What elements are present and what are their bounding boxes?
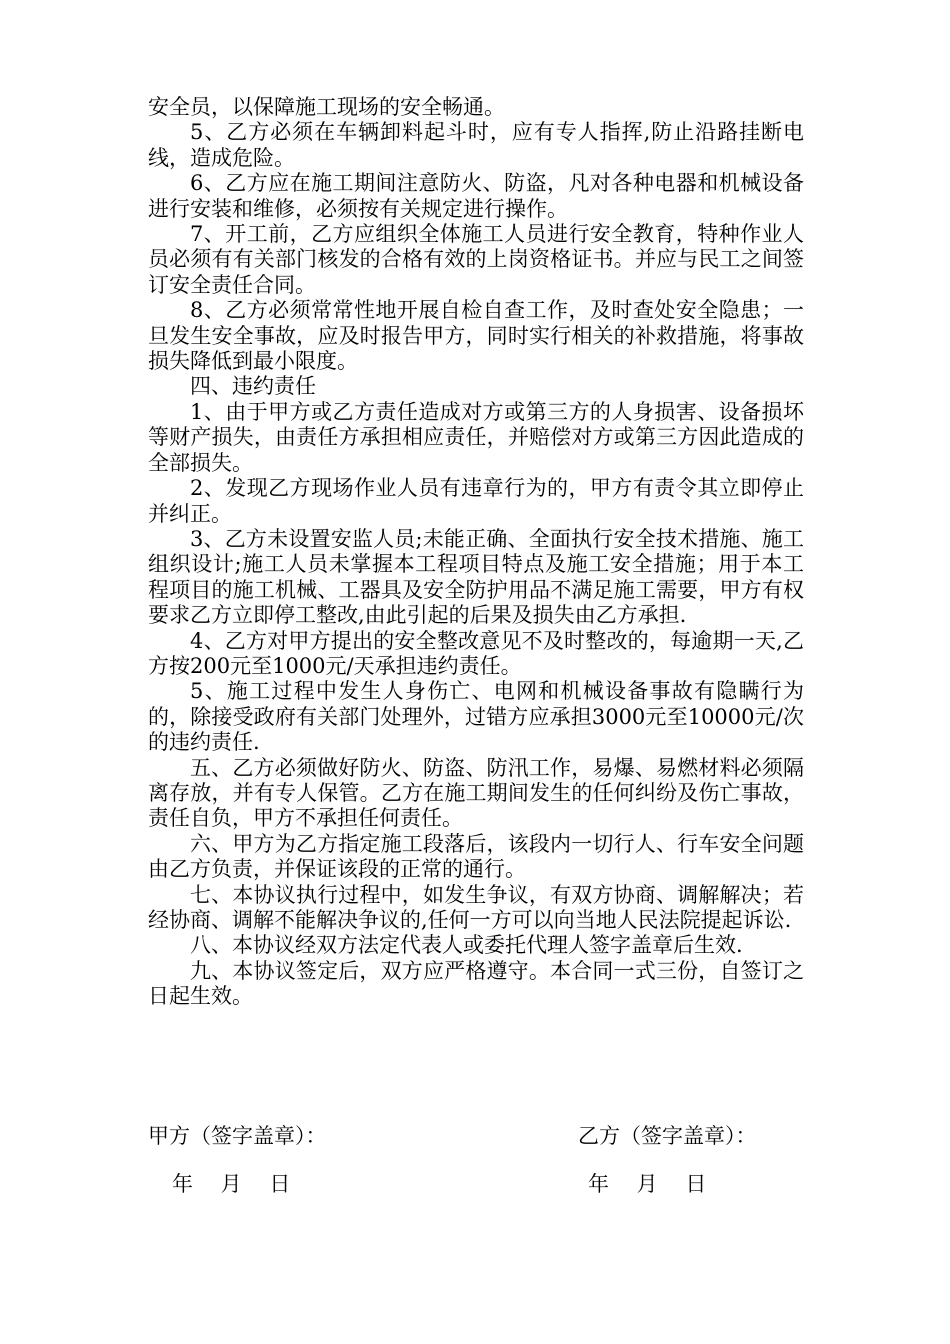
- paragraph-0: 安全员，以保障施工现场的安全畅通。: [148, 95, 505, 119]
- section-heading-breach: 四、违约责任: [190, 374, 316, 399]
- party-b-signature-label: 乙方（签字盖章）：: [578, 1124, 757, 1148]
- paragraph-1: 5、乙方必须在车辆卸料起斗时，应有专人指挥,防止沿路挂断电线，造成危险。: [148, 120, 804, 170]
- paragraph-13: 七、本协议执行过程中，如发生争议，有双方协商、调解解决；若经协商、调解不能解决争议的,任何一方可以向当地人民法院提起诉讼.: [148, 882, 804, 932]
- paragraph-12: 六、甲方为乙方指定施工段落后，该段内一切行人、行车安全问题由乙方负责，并保证该段的正常的通行。: [148, 831, 804, 882]
- paragraph-11: 五、乙方必须做好防火、防盗、防汛工作，易爆、易燃材料必须隔离存放，并有专人保管。乙方在施工期间发生的任何纠纷及伤亡事故，责任自负，甲方不承担任何责任。: [148, 755, 804, 831]
- paragraph-9: 4、乙方对甲方提出的安全整改意见不及时整改的，每逾期一天,乙方按200元至1000元/天承担违约责任。: [148, 628, 804, 678]
- paragraph-7: 2、发现乙方现场作业人员有违章行为的，甲方有责令其立即停止并纠正。: [148, 476, 804, 526]
- paragraph-2: 6、乙方应在施工期间注意防火、防盗，凡对各种电器和机械设备进行安装和维修，必须按有关规定进行操作。: [148, 171, 804, 221]
- paragraph-14: 八、本协议经双方法定代表人或委托代理人签字盖章后生效.: [190, 933, 743, 958]
- paragraph-3: 7、开工前，乙方应组织全体施工人员进行安全教育，特种作业人员必须有有关部门核发的合格有效的上岗资格证书。并应与民工之间签订安全责任合同。: [148, 222, 804, 297]
- party-b-date-label: 年 月 日: [588, 1172, 707, 1196]
- paragraph-15: 九、本协议签定后，双方应严格遵守。本合同一式三份，自签订之日起生效。: [148, 958, 804, 1009]
- paragraph-8: 3、乙方未设置安监人员;未能正确、全面执行安全技术措施、施工组织设计;施工人员未掌握本工程项目特点及施工安全措施；用于本工程项目的施工机械、工器具及安全防护用品不满足施工需要，甲方有权要求乙方立即停工整改,由此引起的后果及损失由乙方承担.: [148, 526, 804, 628]
- party-a-signature-label: 甲方（签字盖章）：: [148, 1124, 327, 1148]
- paragraph-4: 8、乙方必须常常性地开展自检自查工作，及时查处安全隐患；一旦发生安全事故，应及时报告甲方，同时实行相关的补救措施，将事故损失降低到最小限度。: [148, 298, 804, 374]
- paragraph-6: 1、由于甲方或乙方责任造成对方或第三方的人身损害、设备损坏等财产损失，由责任方承担相应责任，并赔偿对方或第三方因此造成的全部损失。: [148, 399, 804, 475]
- document-body: [148, 95, 804, 1010]
- party-a-date-label: 年 月 日: [172, 1172, 291, 1196]
- paragraph-10: 5、施工过程中发生人身伤亡、电网和机械设备事故有隐瞒行为的，除接受政府有关部门处理外，过错方应承担3000元至10000元/次的违约责任.: [148, 679, 804, 755]
